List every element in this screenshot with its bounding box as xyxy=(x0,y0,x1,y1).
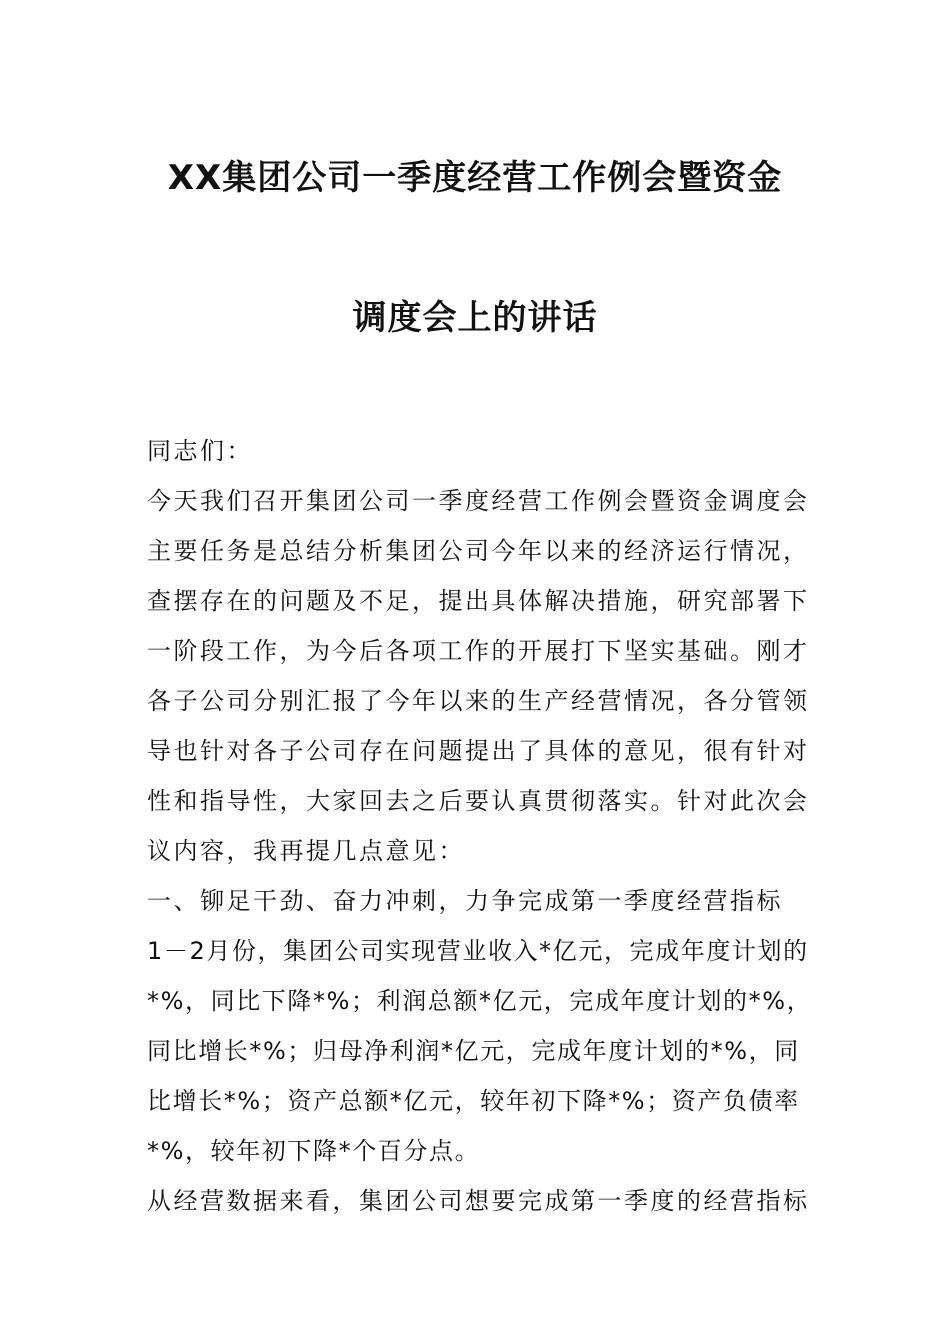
body-line: 今天我们召开集团公司一季度经营工作例会暨资金调度会 xyxy=(147,487,810,515)
body-line: 性和指导性，大家回去之后要认真贯彻落实。针对此次会 xyxy=(147,787,810,815)
body-line: 主要任务是总结分析集团公司今年以来的经济运行情况， xyxy=(147,537,810,565)
body-line: 从经营数据来看，集团公司想要完成第一季度的经营指标 xyxy=(147,1187,810,1215)
salutation: 同志们： xyxy=(147,437,253,465)
body-line: 同比增长*%；归母净利润*亿元，完成年度计划的*%，同 xyxy=(147,1037,800,1065)
body-line: 1－2月份，集团公司实现营业收入*亿元，完成年度计划的 xyxy=(147,937,809,965)
body-line: *%，较年初下降*个百分点。 xyxy=(147,1137,481,1165)
document-title-line-2: 调度会上的讲话 xyxy=(352,298,598,338)
body-line: *%，同比下降*%；利润总额*亿元，完成年度计划的*%， xyxy=(147,987,813,1015)
body-line: 比增长*%；资产总额*亿元，较年初下降*%；资产负债率 xyxy=(147,1087,800,1115)
section-heading: 一、铆足干劲、奋力冲刺，力争完成第一季度经营指标 xyxy=(147,887,783,915)
body-line: 议内容，我再提几点意见： xyxy=(147,837,465,865)
body-line: 查摆存在的问题及不足，提出具体解决措施，研究部署下 xyxy=(147,587,810,615)
body-line: 导也针对各子公司存在问题提出了具体的意见，很有针对 xyxy=(147,737,810,765)
document-title-line-1: XX集团公司一季度经营工作例会暨资金 xyxy=(167,158,783,198)
document-body xyxy=(147,426,847,1226)
body-line: 一阶段工作，为今后各项工作的开展打下坚实基础。刚才 xyxy=(147,637,810,665)
body-line: 各子公司分别汇报了今年以来的生产经营情况，各分管领 xyxy=(147,687,810,715)
